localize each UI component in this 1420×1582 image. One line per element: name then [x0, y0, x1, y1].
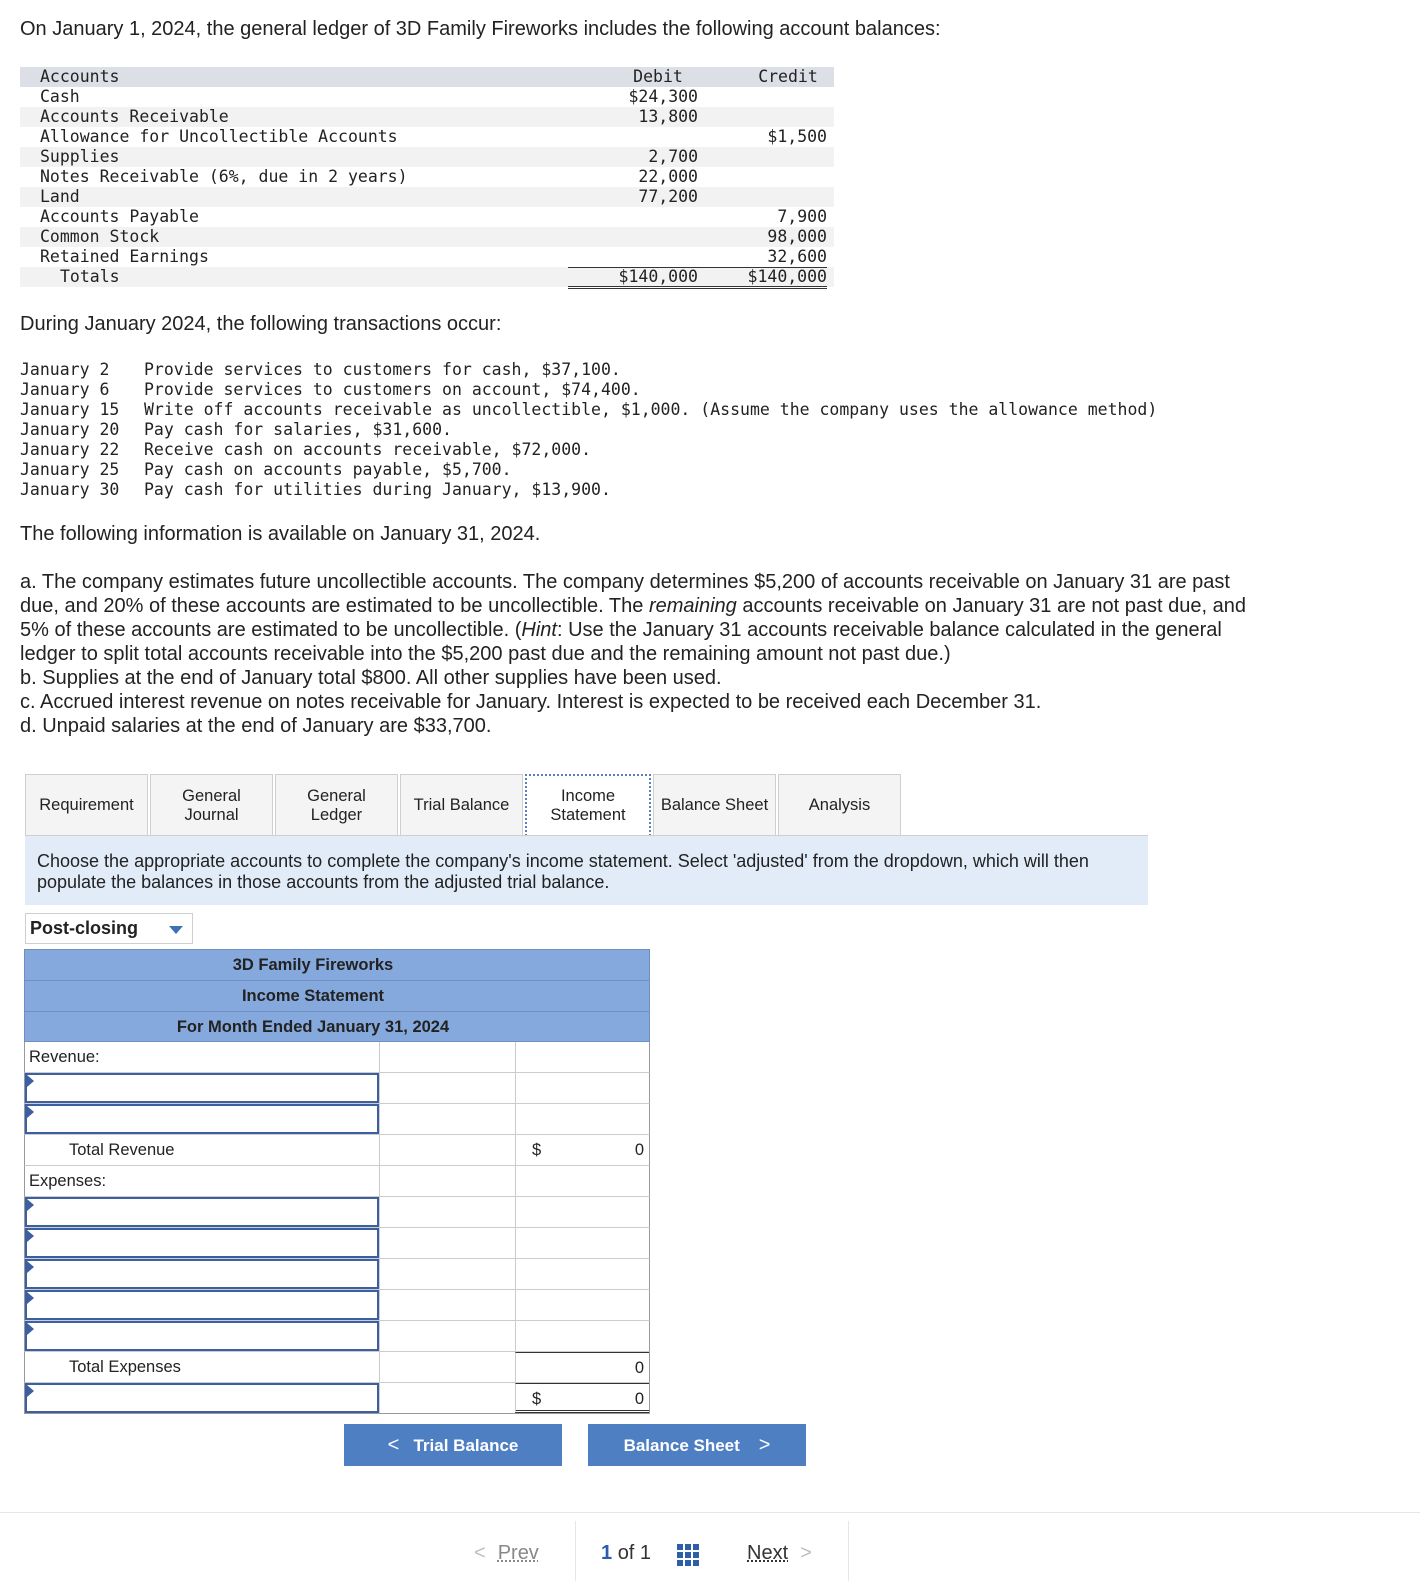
intro-text: On January 1, 2024, the general ledger of 3D Family Fireworks includes the following account balances:: [20, 18, 941, 40]
next-tab-label: Balance Sheet: [623, 1436, 740, 1455]
account-name: Land: [40, 187, 80, 206]
balance-row: [20, 227, 834, 247]
total-revenue-cell: [515, 1135, 649, 1165]
debit-value: 22,000: [638, 167, 698, 186]
total-revenue-label: Total Revenue: [69, 1141, 175, 1159]
transaction-row: [20, 420, 1157, 440]
statement-title: [24, 980, 650, 1011]
adjustment-a-text: : Use the January 31 accounts receivable balance calculated in the general ledger to split total accounts receivable into the $5,200 past due and the remaining amount not past due.): [20, 619, 1222, 665]
expenses-label: Expenses:: [29, 1172, 107, 1190]
adjustment-b: b. Supplies at the end of January total $800. All other supplies have been used.: [20, 667, 722, 689]
chevron-right-icon: >: [758, 1434, 771, 1456]
divider: [848, 1521, 849, 1581]
transaction-date: January 6: [20, 380, 110, 399]
debit-value: 77,200: [638, 187, 698, 206]
transaction-text: Write off accounts receivable as uncollectible, $1,000. (Assume the company uses the allowance method): [144, 400, 1158, 419]
account-name: Accounts Receivable: [40, 107, 229, 126]
net-income-select[interactable]: [25, 1383, 379, 1413]
transaction-row: [20, 480, 1157, 500]
amount-cell: [379, 1352, 515, 1382]
chevron-left-icon: <: [387, 1434, 400, 1456]
expense-row: [24, 1290, 650, 1321]
chevron-left-icon: <: [474, 1542, 486, 1564]
credit-total: $140,000: [697, 267, 827, 289]
expense-account-select[interactable]: [25, 1259, 379, 1289]
transaction-date: January 2: [20, 360, 110, 379]
next-page-button[interactable]: [747, 1541, 812, 1565]
total-cell: [515, 1197, 649, 1227]
revenue-account-select[interactable]: [25, 1104, 379, 1134]
amount-cell: [379, 1166, 515, 1196]
accounts-header: Accounts: [40, 67, 120, 86]
net-income-value: 0: [634, 1390, 644, 1408]
expense-account-select[interactable]: [25, 1321, 379, 1351]
transaction-row: [20, 380, 1157, 400]
instructions: Choose the appropriate accounts to complete the company's income statement. Select 'adjusted' from the dropdown, which will then populate the balances in those accounts from the adjusted trial balance.: [25, 836, 1148, 905]
balances-header-row: [20, 67, 834, 87]
tab-general-ledger[interactable]: General Ledger: [275, 774, 398, 836]
balance-row: [20, 247, 834, 267]
totals-row: [20, 267, 834, 287]
revenue-row: [24, 1104, 650, 1135]
revenue-label-row: [24, 1042, 650, 1073]
adjustment-a-emphasis: remaining: [648, 595, 737, 617]
info-text: The following information is available on January 31, 2024.: [20, 523, 541, 545]
expense-row: [24, 1197, 650, 1228]
balance-row: [20, 187, 834, 207]
pager-footer: [0, 1512, 1420, 1582]
expense-account-select[interactable]: [25, 1290, 379, 1320]
revenue-amount-input[interactable]: [379, 1104, 515, 1134]
dropdown-selected-value: Post-closing: [30, 918, 139, 938]
account-name: Cash: [40, 87, 80, 106]
balance-row: [20, 167, 834, 187]
total-cell: [515, 1290, 649, 1320]
total-cell: [515, 1166, 649, 1196]
dollar-sign: $: [532, 1390, 542, 1408]
total-cell: [515, 1104, 649, 1134]
credit-header: Credit: [758, 67, 818, 86]
tab-requirement[interactable]: Requirement: [25, 774, 148, 836]
adjustments: [20, 570, 1270, 738]
total-revenue-value: 0: [634, 1141, 644, 1159]
prev-tab-button[interactable]: [344, 1424, 562, 1466]
dollar-sign: $: [532, 1141, 542, 1159]
revenue-account-select[interactable]: [25, 1073, 379, 1103]
prev-page-button[interactable]: [474, 1541, 539, 1565]
balance-type-dropdown[interactable]: [25, 913, 193, 944]
account-name: Common Stock: [40, 227, 160, 246]
balances-table: [20, 67, 834, 287]
debit-value: $24,300: [628, 87, 698, 106]
tab-analysis[interactable]: Analysis: [778, 774, 901, 836]
statement-period: [24, 1011, 650, 1042]
statement-period-text: For Month Ended January 31, 2024: [176, 1018, 450, 1036]
totals-label: Totals: [60, 267, 120, 286]
debit-value: 13,800: [638, 107, 698, 126]
revenue-row: [24, 1073, 650, 1104]
expense-amount-input[interactable]: [379, 1228, 515, 1258]
transactions-list: [20, 360, 1157, 500]
grid-icon[interactable]: [677, 1544, 699, 1566]
transaction-text: Pay cash for salaries, $31,600.: [144, 420, 452, 439]
debit-header: Debit: [633, 67, 683, 86]
transaction-row: [20, 360, 1157, 380]
divider: [575, 1521, 576, 1581]
expense-amount-input[interactable]: [379, 1321, 515, 1351]
income-statement: [24, 949, 650, 1414]
adjustment-a: [20, 570, 1270, 666]
total-cell: [515, 1042, 649, 1072]
expense-row: [24, 1321, 650, 1352]
amount-cell: [379, 1135, 515, 1165]
total-expenses-label: Total Expenses: [69, 1358, 181, 1376]
expense-account-select[interactable]: [25, 1197, 379, 1227]
revenue-amount-input[interactable]: [379, 1073, 515, 1103]
next-tab-button[interactable]: [588, 1424, 806, 1466]
transaction-text: Provide services to customers on account, $74,400.: [144, 380, 641, 399]
net-income-row: [24, 1383, 650, 1414]
tab-general-journal[interactable]: General Journal: [150, 774, 273, 836]
expense-amount-input[interactable]: [379, 1290, 515, 1320]
statement-company-text: 3D Family Fireworks: [232, 956, 394, 974]
account-name: Accounts Payable: [40, 207, 199, 226]
current-page: 1: [601, 1542, 613, 1564]
chevron-right-icon: >: [800, 1542, 812, 1564]
revenue-label: Revenue:: [29, 1048, 100, 1066]
transactions-intro: During January 2024, the following transactions occur:: [20, 313, 502, 335]
total-cell: [515, 1228, 649, 1258]
account-name: Retained Earnings: [40, 247, 209, 266]
transaction-row: [20, 440, 1157, 460]
tab-trial-balance[interactable]: Trial Balance: [400, 774, 523, 836]
next-page-label: Next: [747, 1542, 789, 1564]
account-name: Allowance for Uncollectible Accounts: [40, 127, 398, 146]
amount-cell: [379, 1383, 515, 1413]
prev-page-label: Prev: [497, 1542, 539, 1564]
transaction-date: January 25: [20, 460, 120, 479]
tab-balance-sheet[interactable]: Balance Sheet: [653, 774, 776, 836]
credit-value: 98,000: [767, 227, 827, 246]
expense-account-select[interactable]: [25, 1228, 379, 1258]
page-total: of 1: [617, 1542, 652, 1564]
debit-total: $140,000: [568, 267, 698, 289]
amount-cell: [379, 1042, 515, 1072]
tab-bar: [25, 774, 903, 836]
balance-row: [20, 147, 834, 167]
statement-company: [24, 949, 650, 980]
page-indicator: [601, 1541, 651, 1565]
prev-tab-label: Trial Balance: [413, 1436, 519, 1455]
total-revenue-row: [24, 1135, 650, 1166]
adjustment-a-text: a. The company estimates future uncollectible accounts. The company determines $5,200 of accounts receivable on January 31 are past due, and 20% of these accounts are estimated to be uncollectible. The: [20, 571, 1230, 617]
transaction-text: Provide services to customers for cash, $37,100.: [144, 360, 621, 379]
net-income-cell: [515, 1383, 649, 1413]
balance-row: [20, 87, 834, 107]
transaction-date: January 20: [20, 420, 120, 439]
total-expenses-cell: [515, 1352, 649, 1382]
transaction-text: Receive cash on accounts receivable, $72,000.: [144, 440, 592, 459]
adjustment-a-hint: Hint: [521, 619, 557, 641]
transaction-row: [20, 460, 1157, 480]
expenses-label-row: [24, 1166, 650, 1197]
adjustment-a-text: accounts receivable on January 31 are not past due, and 5% of these accounts are estimated to be uncollectible. (: [20, 595, 1246, 641]
account-name: Supplies: [40, 147, 120, 166]
statement-title-text: Income Statement: [241, 987, 385, 1005]
transaction-date: January 30: [20, 480, 120, 499]
expense-amount-input[interactable]: [379, 1259, 515, 1289]
expense-row: [24, 1228, 650, 1259]
debit-value: 2,700: [648, 147, 698, 166]
credit-value: 32,600: [767, 247, 827, 266]
total-cell: [515, 1259, 649, 1289]
adjustment-d: d. Unpaid salaries at the end of January are $33,700.: [20, 715, 492, 737]
total-cell: [515, 1073, 649, 1103]
adjustment-c: c. Accrued interest revenue on notes receivable for January. Interest is expected to be received each December 31.: [20, 691, 1042, 713]
transaction-date: January 15: [20, 400, 120, 419]
total-expenses-value: 0: [634, 1359, 644, 1377]
credit-value: 7,900: [777, 207, 827, 226]
transaction-date: January 22: [20, 440, 120, 459]
balance-row: [20, 107, 834, 127]
total-cell: [515, 1321, 649, 1351]
transaction-text: Pay cash for utilities during January, $13,900.: [144, 480, 611, 499]
transaction-text: Pay cash on accounts payable, $5,700.: [144, 460, 512, 479]
expense-amount-input[interactable]: [379, 1197, 515, 1227]
total-expenses-row: [24, 1352, 650, 1383]
credit-value: $1,500: [767, 127, 827, 146]
balance-row: [20, 207, 834, 227]
expense-row: [24, 1259, 650, 1290]
balance-row: [20, 127, 834, 147]
caret-down-icon: [169, 926, 183, 934]
account-name: Notes Receivable (6%, due in 2 years): [40, 167, 408, 186]
transaction-row: [20, 400, 1157, 420]
tab-income-statement[interactable]: Income Statement: [525, 774, 651, 836]
